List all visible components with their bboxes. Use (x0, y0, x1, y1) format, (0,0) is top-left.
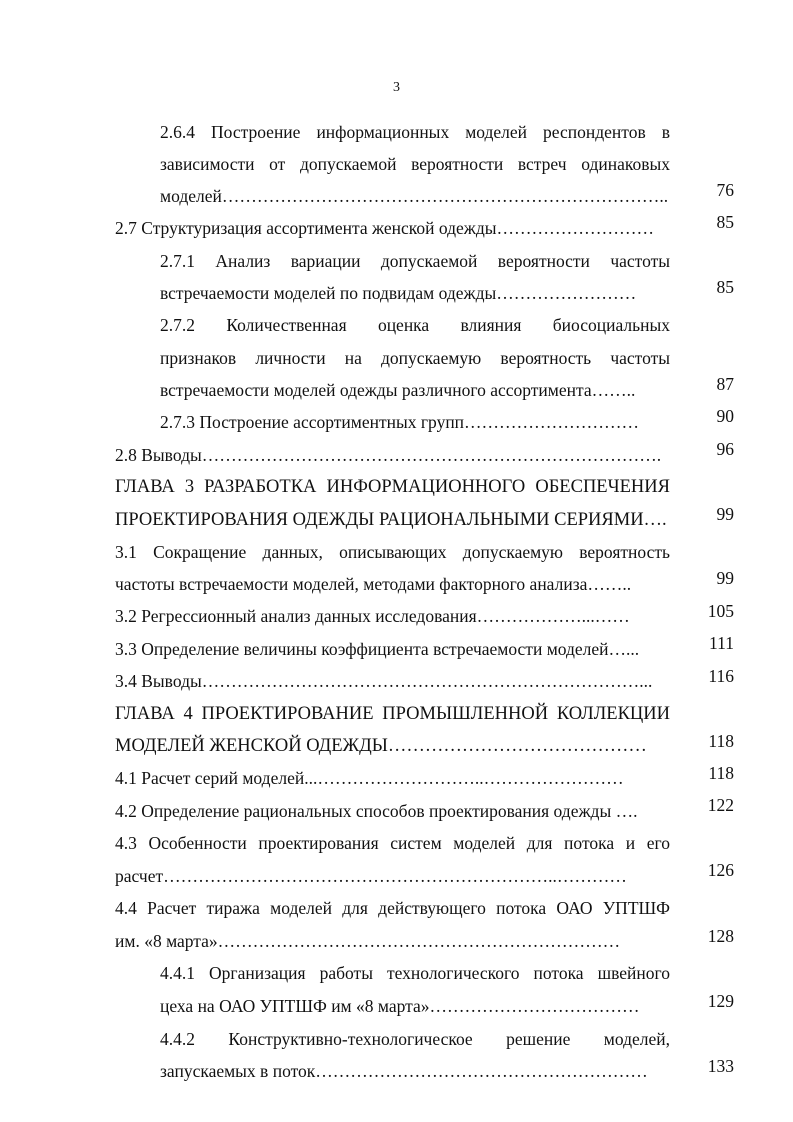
toc-page-number: 116 (708, 666, 734, 686)
toc-page-number: 128 (707, 926, 734, 946)
toc-line: им. «8 марта»…………………………………………………………… (115, 931, 621, 951)
toc-page-number: 126 (707, 860, 734, 880)
toc-page-number: 129 (707, 991, 734, 1011)
toc-line: 2.7 Структуризация ассортимента женской одежды……………………… (115, 218, 655, 238)
toc-line: 4.4.1 Организация работы технологического потока швейного (160, 963, 670, 983)
toc-line: 2.7.3 Построение ассортиментных групп………………………… (160, 412, 640, 432)
toc-line: частоты встречаемости моделей, методами факторного анализа…….. (115, 574, 632, 594)
toc-page-number: 111 (709, 633, 734, 653)
toc-line: 4.4.2 Конструктивно-технологическое решение моделей, (160, 1029, 670, 1049)
toc-page-number: 85 (716, 277, 734, 297)
toc-line: встречаемости моделей одежды различного ассортимента…….. (160, 380, 636, 400)
toc-line: 4.2 Определение рациональных способов проектирования одежды …. (115, 801, 638, 821)
toc-line: МОДЕЛЕЙ ЖЕНСКОЙ ОДЕЖДЫ…………………………………… (115, 736, 647, 756)
toc-page-number: 90 (716, 406, 734, 426)
toc-line: 2.6.4 Построение информационных моделей респондентов в (160, 122, 670, 142)
toc-line: ПРОЕКТИРОВАНИЯ ОДЕЖДЫ РАЦИОНАЛЬНЫМИ СЕРИЯМИ…. (115, 510, 667, 530)
toc-page-number: 122 (707, 795, 734, 815)
toc-line: цеха на ОАО УПТШФ им «8 марта»……………………………… (160, 996, 640, 1016)
toc-line: 4.1 Расчет серий моделей...………………………..…………………… (115, 768, 624, 788)
toc-line: 3.2 Регрессионный анализ данных исследования………………...…… (115, 606, 630, 626)
toc-page-number: 99 (716, 504, 734, 524)
toc-line: 4.3 Особенности проектирования систем моделей для потока и его (115, 833, 670, 853)
page-number: 3 (393, 80, 400, 95)
toc-page-number: 118 (708, 763, 734, 783)
toc-line: 2.8 Выводы……………………………………………………………………. (115, 445, 662, 465)
toc-line: зависимости от допускаемой вероятности встреч одинаковых (160, 154, 670, 174)
toc-line: 2.7.2 Количественная оценка влияния биосоциальных (160, 315, 670, 335)
toc-line: ГЛАВА 3 РАЗРАБОТКА ИНФОРМАЦИОННОГО ОБЕСПЕЧЕНИЯ (115, 477, 670, 497)
toc-line: 3.3 Определение величины коэффициента встречаемости моделей…... (115, 639, 640, 659)
toc-page-number: 87 (716, 374, 734, 394)
toc-page-number: 118 (708, 731, 734, 751)
toc-line: запускаемых в поток………………………………………………… (160, 1061, 648, 1081)
toc-line: 3.4 Выводы…………………………………………………………………... (115, 671, 653, 691)
toc-page-number: 85 (716, 212, 734, 232)
toc-line: ГЛАВА 4 ПРОЕКТИРОВАНИЕ ПРОМЫШЛЕННОЙ КОЛЛЕКЦИИ (115, 704, 670, 724)
toc-line: встречаемости моделей по подвидам одежды…………………… (160, 283, 637, 303)
toc-page-number: 96 (716, 439, 734, 459)
toc-line: 2.7.1 Анализ вариации допускаемой вероятности частоты (160, 251, 670, 271)
toc-line: 4.4 Расчет тиража моделей для действующего потока ОАО УПТШФ (115, 898, 670, 918)
toc-page-number: 99 (716, 568, 734, 588)
toc-line: моделей………………………………………………………………….. (160, 186, 669, 206)
toc-line: 3.1 Сокращение данных, описывающих допускаемую вероятность (115, 542, 670, 562)
toc-line: признаков личности на допускаемую вероятность частоты (160, 348, 670, 368)
toc-page-number: 105 (707, 601, 734, 621)
toc-page-number: 76 (716, 180, 734, 200)
toc-line: расчет…………………………………………………………..………… (115, 866, 627, 886)
toc-page-number: 133 (707, 1056, 734, 1076)
